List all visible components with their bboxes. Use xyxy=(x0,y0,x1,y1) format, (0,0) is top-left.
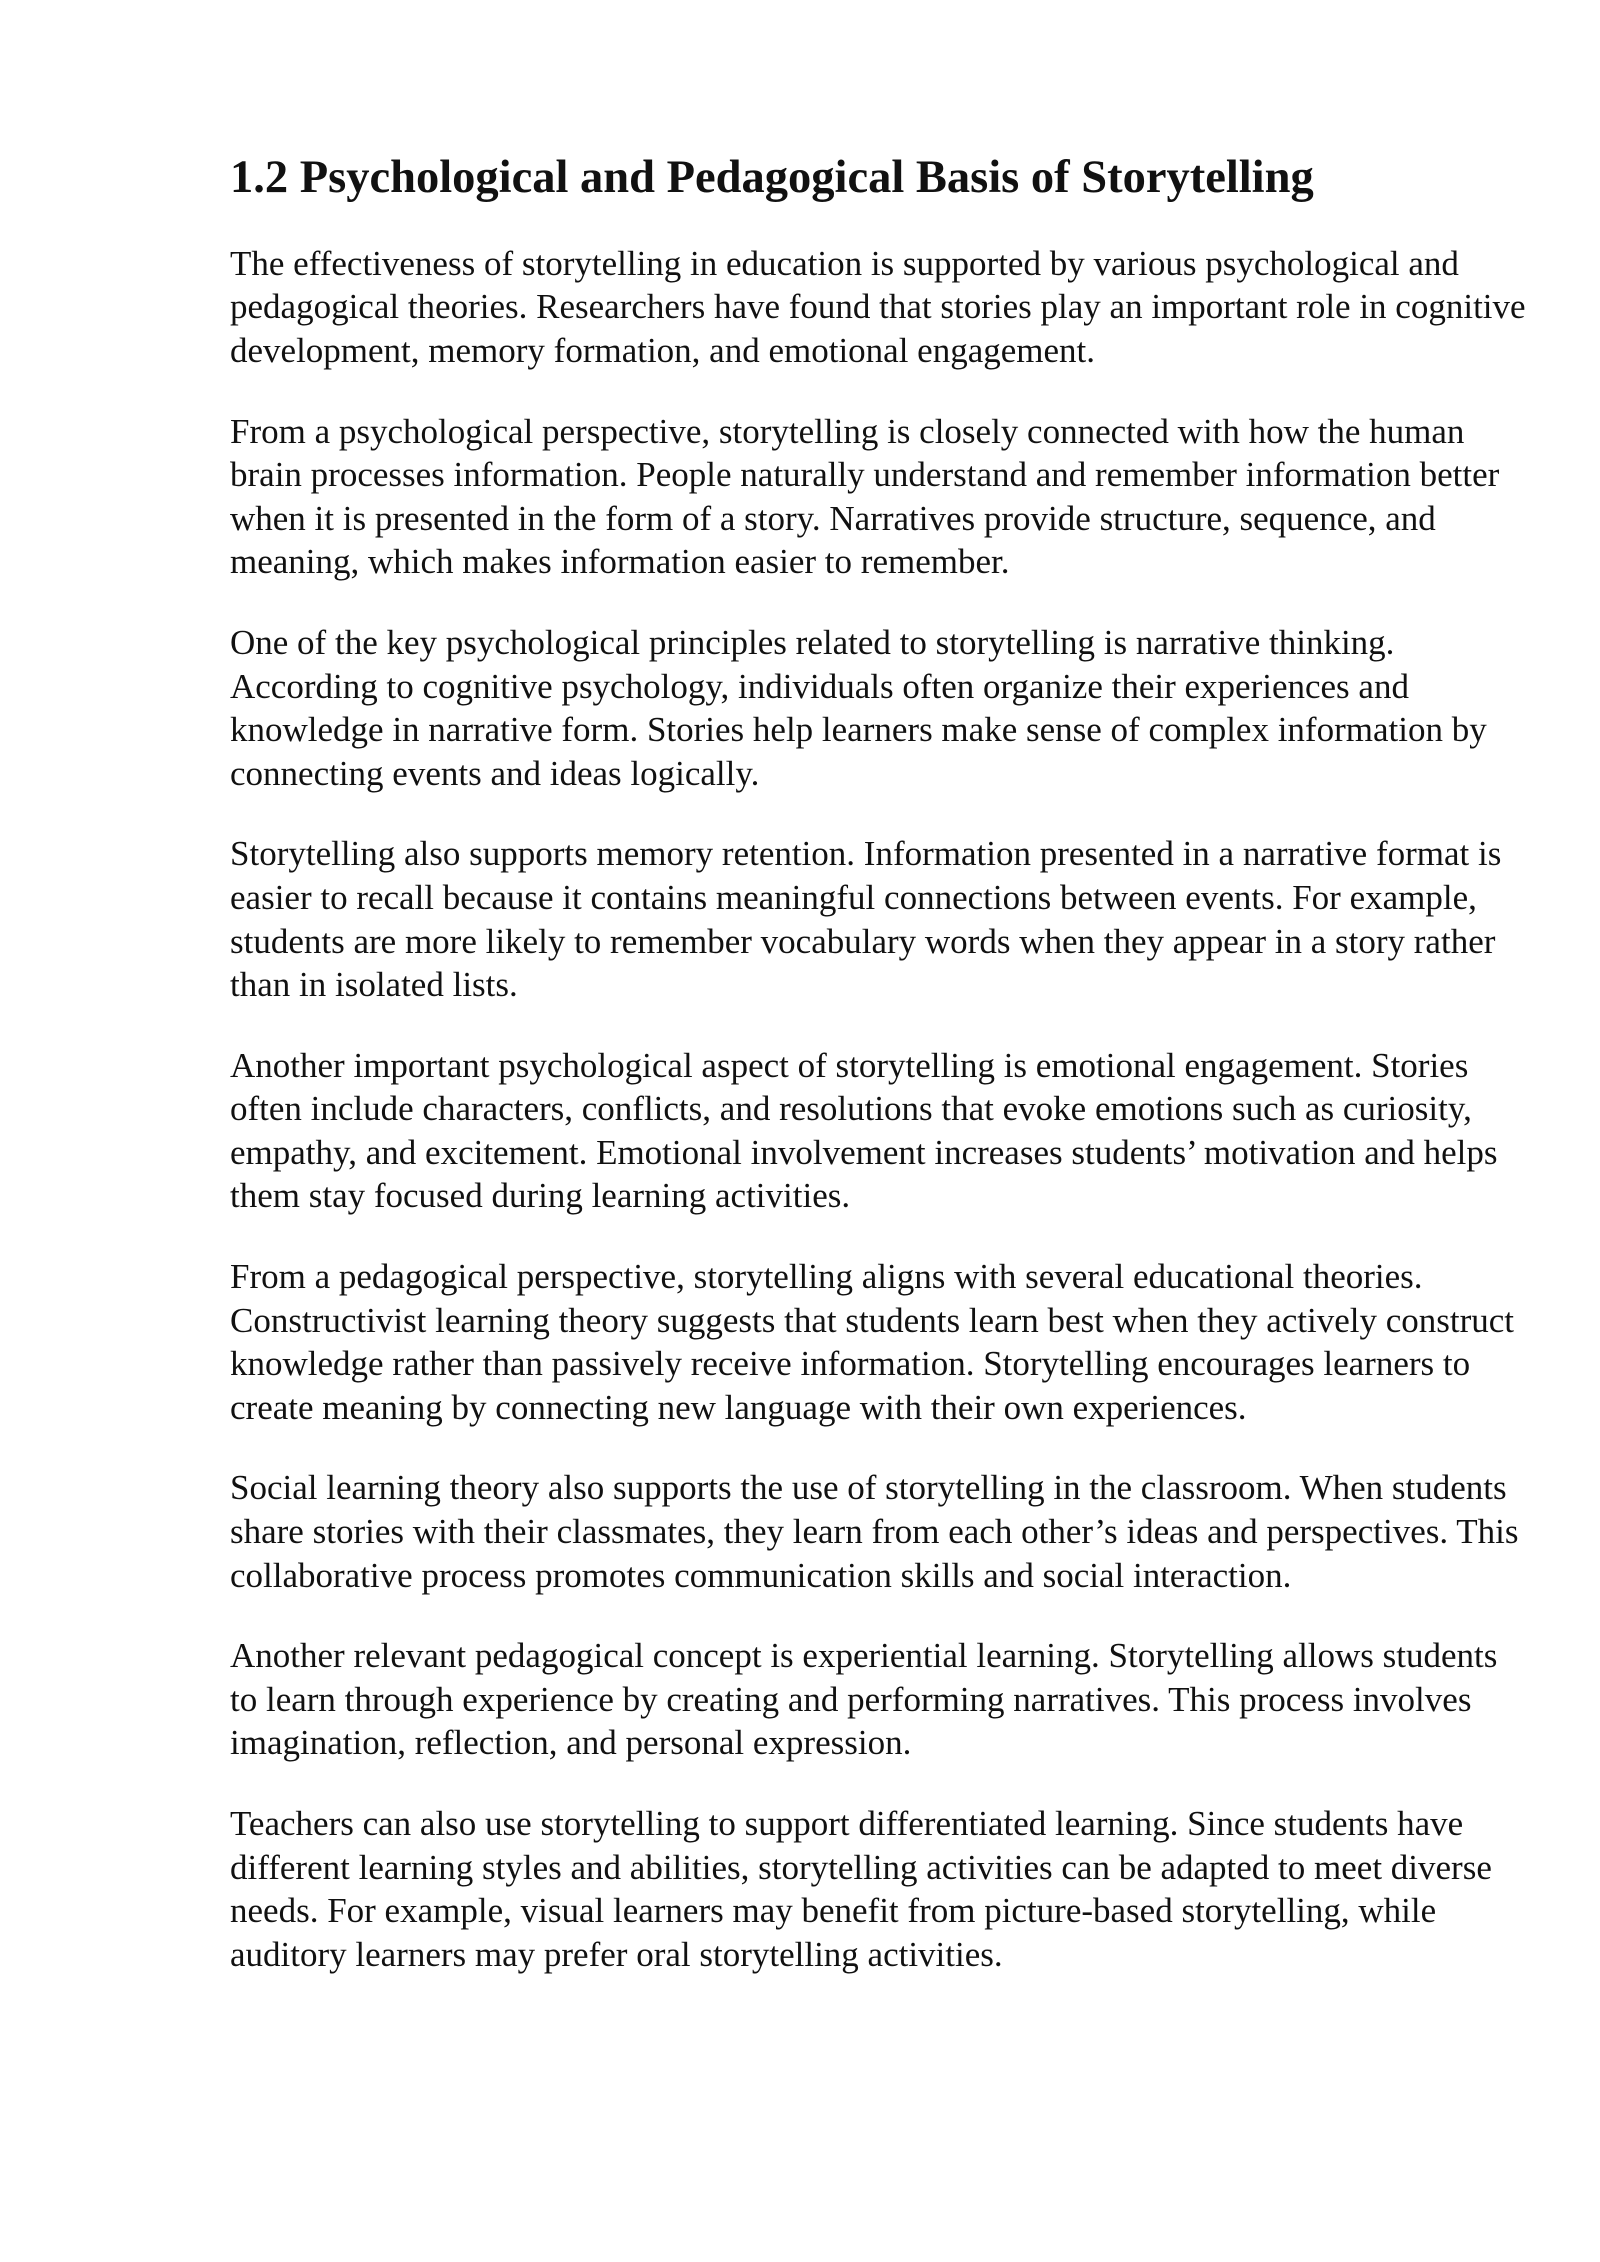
paragraph: One of the key psychological principles related to storytelling is narrative thinking. According to cognitive psychology, individuals often organize their experiences and knowledge in narrative form. Stories help learners make sense of complex information by connecting events and ideas logically. xyxy=(230,622,1487,793)
paragraph: Another relevant pedagogical concept is experiential learning. Storytelling allows students to learn through experience by creating and performing narratives. This process involves imagination, reflection, and personal expression. xyxy=(230,1636,1498,1763)
paragraph: From a psychological perspective, storytelling is closely connected with how the human brain processes information. People naturally understand and remember information better when it is presented in the form of a story. Narratives provide structure, sequence, and meaning, which makes information easier to remember. xyxy=(230,411,1500,582)
paragraph: From a pedagogical perspective, storytelling aligns with several educational theories. Constructivist learning theory suggests that students learn best when they actively construct knowledge rather than passively receive information. Storytelling encourages learners to create meaning by connecting new language with their own experiences. xyxy=(230,1257,1515,1427)
document-body xyxy=(230,150,1530,2013)
paragraph: Social learning theory also supports the use of storytelling in the classroom. When students share stories with their classmates, they learn from each other’s ideas and perspectives. This collaborative process promotes communication skills and social interaction. xyxy=(230,1468,1519,1595)
paragraph: Teachers can also use storytelling to support differentiated learning. Since students have different learning styles and abilities, storytelling activities can be adapted to meet diverse needs. For example, visual learners may benefit from picture-based storytelling, while auditory learners may prefer oral storytelling activities. xyxy=(230,1804,1492,1974)
paragraph: Storytelling also supports memory retention. Information presented in a narrative format is easier to recall because it contains meaningful connections between events. For example, students are more likely to remember vocabulary words when they appear in a story rather than in isolated lists. xyxy=(230,834,1502,1005)
section-heading: 1.2 Psychological and Pedagogical Basis of Storytelling xyxy=(230,152,1314,203)
paragraph: Another important psychological aspect of storytelling is emotional engagement. Stories often include characters, conflicts, and resolutions that evoke emotions such as curiosity, empathy, and excitement. Emotional involvement increases students’ motivation and helps them stay focused during learning activities. xyxy=(230,1045,1498,1216)
paragraph: The effectiveness of storytelling in education is supported by various psychological and pedagogical theories. Researchers have found that stories play an important role in cognitive development, memory formation, and emotional engagement. xyxy=(230,243,1526,370)
